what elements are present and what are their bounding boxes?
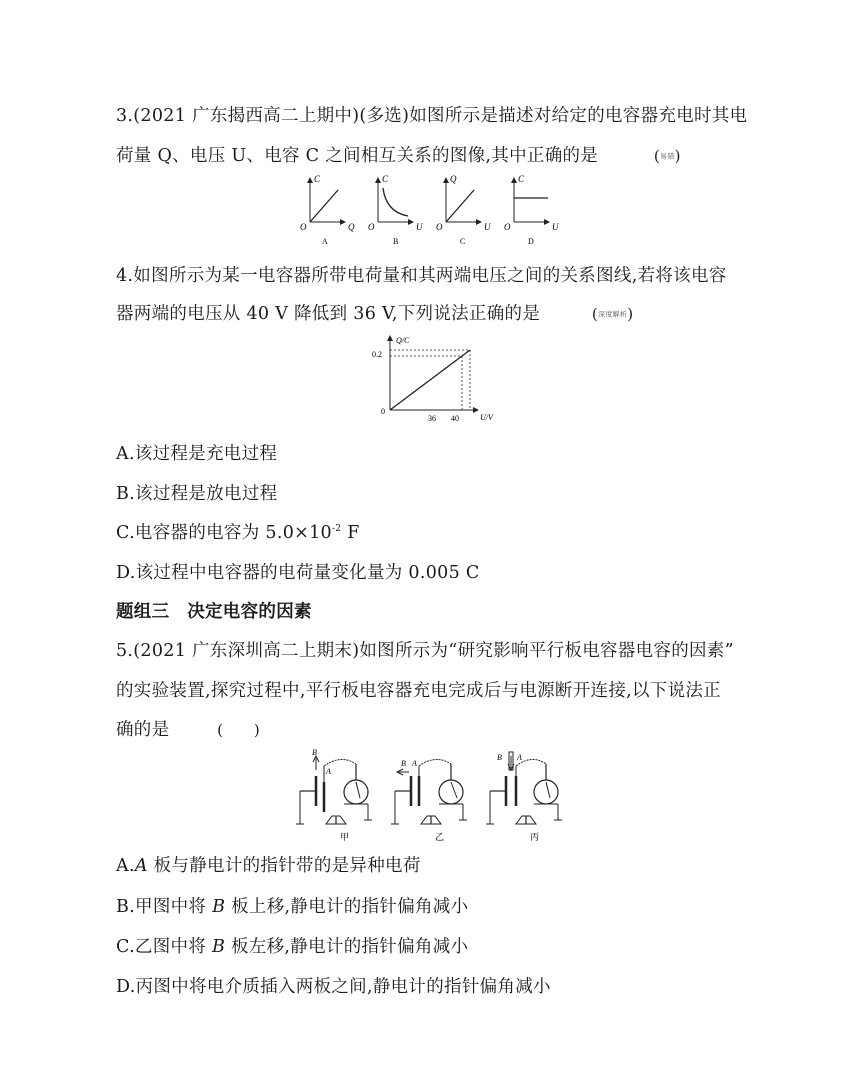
q4-option-c-exp: -2 [331, 524, 342, 535]
q5-yi-a: A [412, 759, 417, 768]
q3-graph-a [300, 174, 355, 246]
q3-graph-a-caption: A [322, 237, 328, 246]
q5-panel-jia [296, 748, 372, 842]
q4-option-c-text: C.电容器的电容为 5.0×10 [116, 523, 332, 543]
q5-option-b-post: 板上移,静电计的指针偏角减小 [225, 897, 469, 917]
q5-figure [296, 748, 576, 848]
q5-option-a-pre: A. [116, 856, 135, 876]
q5-panel-bing [486, 752, 562, 842]
q4-paren-close: ) [627, 305, 634, 323]
q5-jia-caption: 甲 [340, 832, 350, 842]
q3-graphs-svg [290, 172, 590, 252]
q5-bing-a: A [517, 753, 522, 762]
q4-option-d: D.该过程中电容器的电荷量变化量为 0.005 C [116, 563, 480, 583]
q3-graph-c-caption: C [460, 237, 466, 246]
q3-graph-a-xlabel: Q [348, 222, 355, 232]
q3-paren-close: ) [674, 147, 681, 165]
q5-blank-paren: ( ) [217, 721, 261, 739]
q3-graph-d [504, 174, 559, 246]
q4-origin: 0 [381, 407, 385, 416]
q3-paren-open: ( [653, 147, 661, 165]
q5-option-b-pre: B.甲图中将 [116, 897, 213, 917]
q4-option-c [116, 519, 360, 544]
q4-option-a: A.该过程是充电过程 [116, 444, 278, 464]
section-title: 题组三 决定电容的因素 [116, 602, 312, 622]
q4-option-b: B.该过程是放电过程 [116, 484, 278, 504]
q3-graph-a-origin: O [300, 222, 307, 232]
q5-option-c [116, 933, 468, 958]
q4-tag: 深度解析 [598, 310, 628, 319]
q3-line2 [116, 142, 681, 167]
q4-line2-text: 器两端的电压从 40 V 降低到 36 V,下列说法正确的是 [116, 304, 541, 324]
q3-graph-b-origin: O [368, 222, 375, 232]
q5-option-c-post: 板左移,静电计的指针偏角减小 [225, 937, 469, 957]
q5-jia-a: A [326, 767, 331, 776]
q3-graph-c-line [446, 190, 474, 222]
q5-option-b [116, 893, 468, 918]
q3-graph-d-origin: O [504, 222, 511, 232]
q5-option-a-post: 板与静电计的指针带的是异种电荷 [147, 856, 421, 876]
q4-chart-svg [360, 332, 500, 432]
q5-panel-yi [391, 759, 467, 842]
q5-option-a-var: A [134, 856, 148, 876]
q3-line1: 3.(2021 广东揭西高二上期中)(多选)如图所示是描述对给定的电容器充电时其电 [116, 106, 748, 126]
q3-graph-c-ylabel: Q [450, 174, 457, 184]
q3-graph-b-curve [383, 188, 408, 216]
q3-graph-b-caption: B [393, 237, 399, 246]
q4-paren-open: ( [591, 305, 599, 323]
q4-line1: 4.如图所示为某一电容器所带电荷量和其两端电压之间的关系图线,若将该电容 [116, 266, 727, 286]
q5-line2: 的实验装置,探究过程中,平行板电容器充电完成后与电源断开连接,以下说法正 [116, 681, 721, 701]
q4-ylabel: Q/C [396, 336, 410, 345]
q3-tag: 易错 [660, 152, 675, 161]
q3-graph-d-caption: D [528, 237, 534, 246]
q5-line1: 5.(2021 广东深圳高二上期末)如图所示为“研究影响平行板电容器电容的因素” [116, 641, 734, 661]
q3-graphs [290, 172, 590, 252]
q3-graph-b-ylabel: C [382, 174, 389, 184]
q3-graph-a-line [310, 190, 338, 222]
q4-line2 [116, 300, 633, 325]
q5-option-c-pre: C.乙图中将 [116, 937, 212, 957]
q4-xlabel: U/V [480, 413, 493, 422]
q5-yi-b: B [401, 759, 406, 768]
q5-option-a [116, 852, 421, 877]
q5-figure-svg [296, 748, 576, 848]
q4-ytick: 0.2 [372, 350, 382, 359]
q5-line3-text: 确的是 [116, 720, 170, 740]
q5-option-b-var: B [212, 897, 226, 917]
q3-graph-a-ylabel: C [314, 174, 321, 184]
q3-graph-b-xlabel: U [416, 222, 423, 232]
q5-line3 [116, 716, 260, 741]
q5-option-d-pre: D.丙图中将电介质插入两板之间,静电计的指针偏角减小 [116, 977, 551, 997]
q5-yi-caption: 乙 [435, 832, 445, 842]
q4-option-c-unit: F [341, 523, 360, 543]
q5-bing-caption: 丙 [530, 832, 540, 842]
q4-xtick-40: 40 [451, 414, 459, 423]
q3-graph-c [436, 174, 491, 246]
q5-bing-b: B [497, 753, 502, 762]
q3-graph-d-xlabel: U [552, 222, 559, 232]
q4-series-line [390, 350, 470, 410]
q5-option-c-var: B [212, 937, 226, 957]
q3-graph-b [368, 174, 423, 246]
q4-chart [360, 332, 500, 432]
q5-jia-b: B [312, 748, 317, 757]
q3-graph-d-ylabel: C [518, 174, 525, 184]
q5-option-d [116, 973, 551, 998]
q3-line2-text: 荷量 Q、电压 U、电容 C 之间相互关系的图像,其中正确的是 [116, 146, 599, 166]
q4-xtick-36: 36 [428, 414, 436, 423]
q3-graph-c-xlabel: U [484, 222, 491, 232]
q3-graph-c-origin: O [436, 222, 443, 232]
